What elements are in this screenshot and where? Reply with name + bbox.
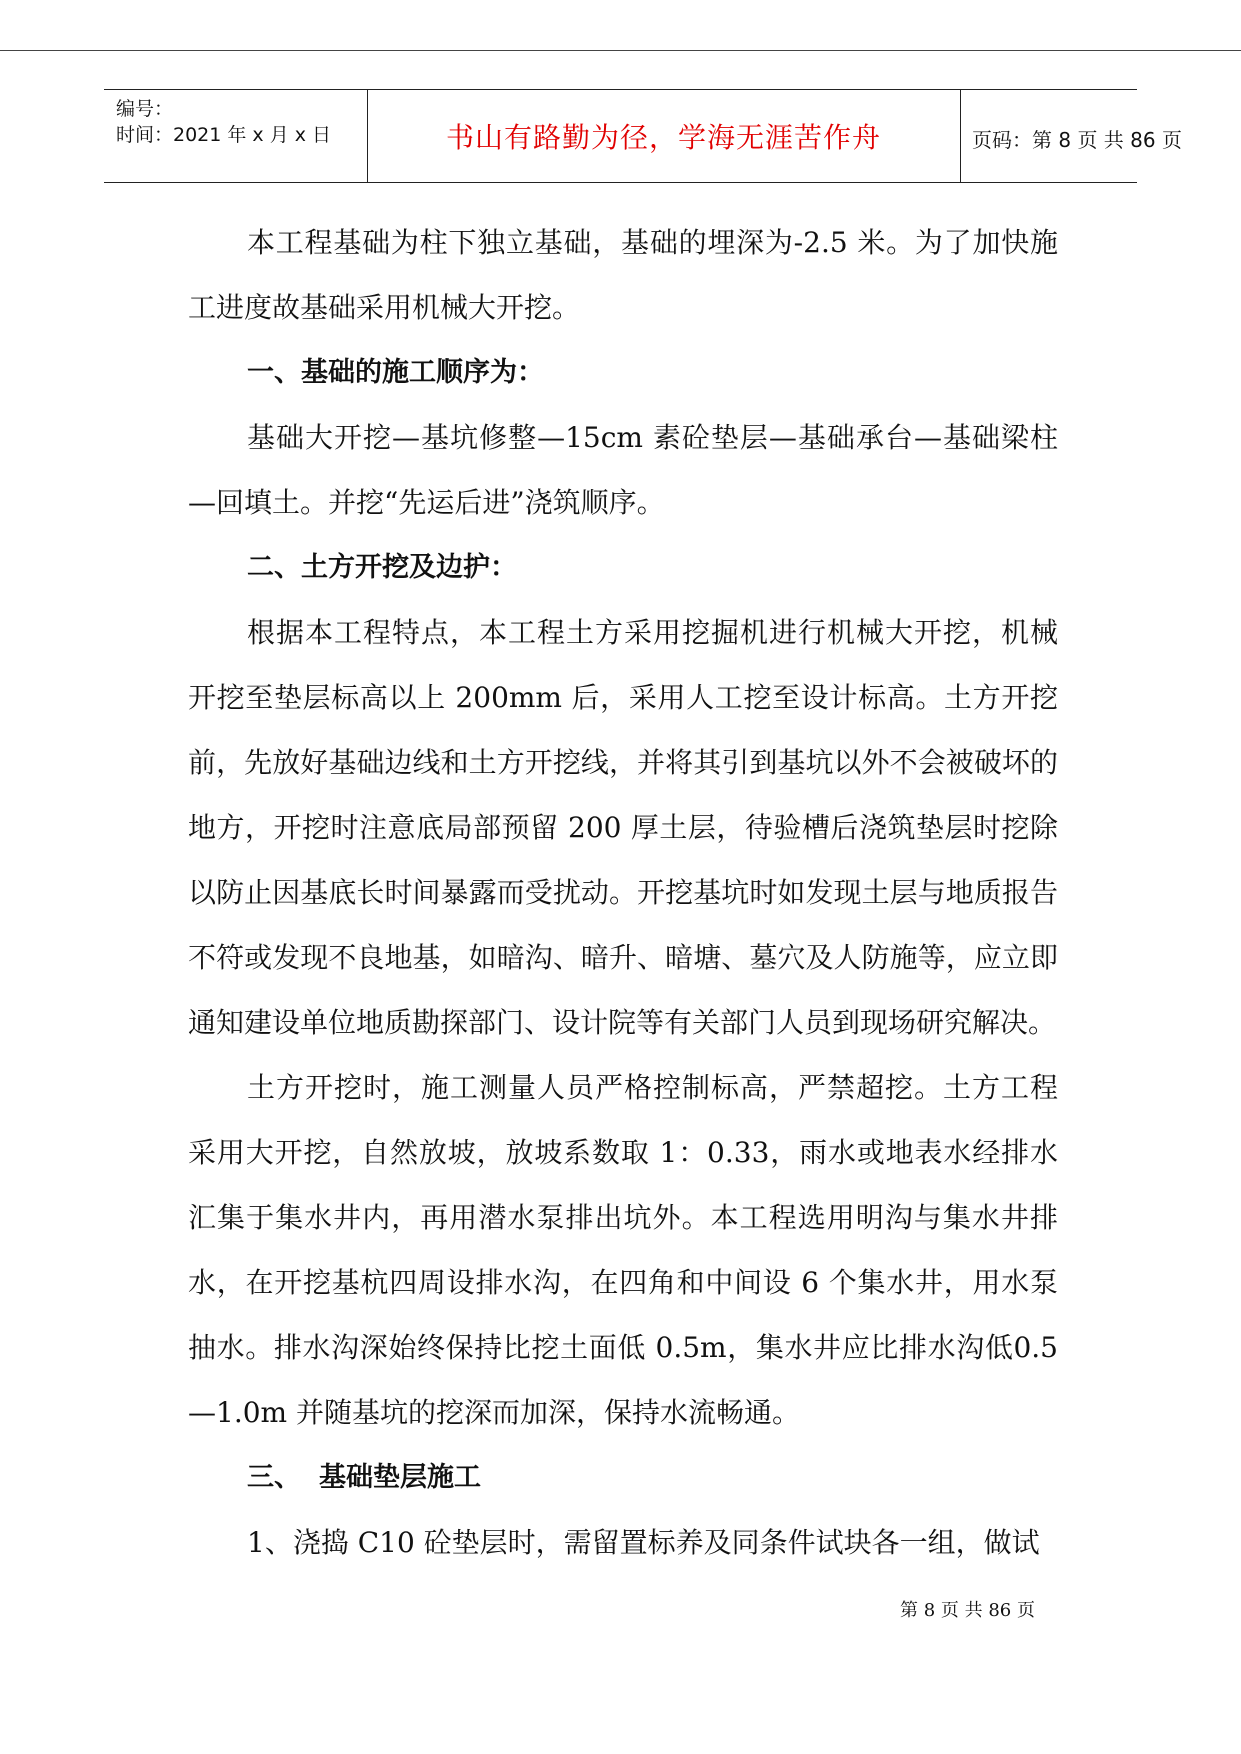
section-2-paragraph-1: 根据本工程特点，本工程土方采用挖掘机进行机械大开挖，机械开挖至垫层标高以上 200mm 后，采用人工挖至设计标高。土方开挖前，先放好基础边线和土方开挖线，并将其引到基坑以外不会被破坏的地方，开挖时注意底局部预留 200 厚土层，待验槽后浇筑垫层时挖除以防止因基底长时间暴露而受扰动。开挖基坑时如发现土层与地质报告不符或发现不良地基，如暗沟、暗升、暗塘、墓穴及人防施等，应立即通知建设单位地质勘探部门、设计院等有关部门人员到现场研究解决。 xyxy=(188,616,1058,1039)
section-1-heading: 一、基础的施工顺序为： xyxy=(247,357,544,388)
section-3-heading xyxy=(188,1445,1058,1510)
section-1-paragraph: 基础大开挖—基坑修整—15cm 素砼垫层—基础承台—基础梁柱—回填土。并挖“先运后进”浇筑顺序。 xyxy=(188,421,1058,519)
header-page-label: 页码：第 8 页 共 86 页 xyxy=(972,128,1182,152)
section-2-heading: 二、土方开挖及边护： xyxy=(247,552,517,583)
intro-paragraph: 本工程基础为柱下独立基础，基础的埋深为-2.5 米。为了加快施工进度故基础采用机械大开挖。 xyxy=(188,226,1058,324)
doc-number-label: 编号： xyxy=(116,98,174,120)
doc-time-label: 时间：2021 年 x 月 x 日 xyxy=(116,124,332,146)
section-3-title: 基础垫层施工 xyxy=(319,1462,481,1493)
page-footer: 第 8 页 共 86 页 xyxy=(900,1600,1035,1621)
section-3-paragraph: 1、浇捣 C10 砼垫层时，需留置标养及同条件试块各一组，做试 xyxy=(247,1526,1040,1559)
section-2-paragraph-2: 土方开挖时，施工测量人员严格控制标高，严禁超挖。土方工程采用大开挖，自然放坡，放坡系数取 1：0.33，雨水或地表水经排水汇集于集水井内，再用潜水泵排出坑外。本工程选用明沟与集水井排水，在开挖基杭四周设排水沟，在四角和中间设 6 个集水井，用水泵抽水。排水沟深始终保持比挖土面低 0.5m，集水井应比排水沟低0.5—1.0m 并随基坑的挖深而加深，保持水流畅通。 xyxy=(188,1071,1058,1429)
header-divider-right xyxy=(960,90,961,182)
page-header xyxy=(104,89,1182,183)
section-3-number: 三、 xyxy=(247,1462,301,1493)
top-rule xyxy=(0,50,1241,51)
document-body xyxy=(188,210,1058,1575)
header-motto: 书山有路勤为径，学海无涯苦作舟 xyxy=(445,121,881,154)
